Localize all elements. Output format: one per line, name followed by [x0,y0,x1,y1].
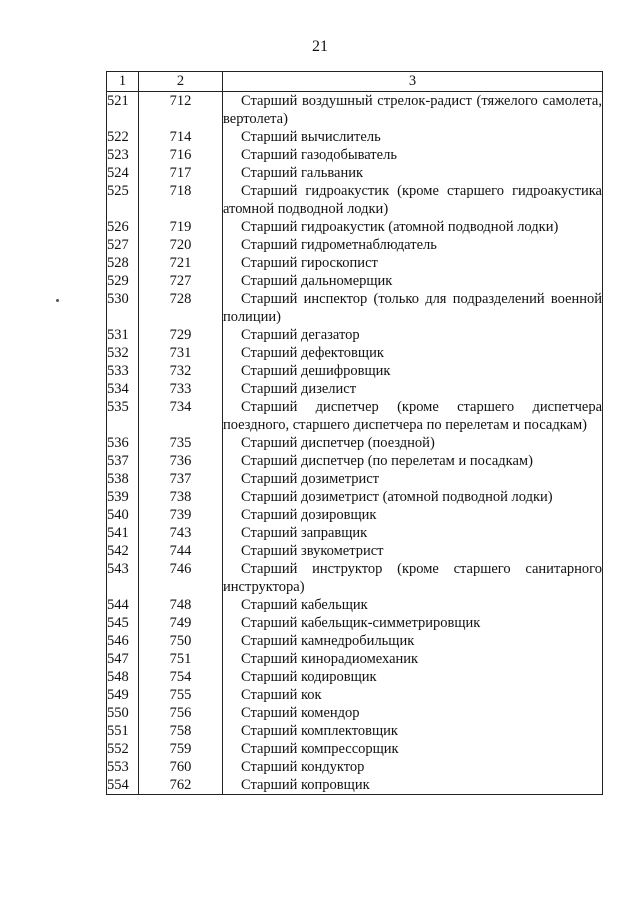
row-number: 539 [107,488,139,506]
row-title: Старший вычислитель [223,128,603,146]
row-code: 748 [139,596,223,614]
row-number: 541 [107,524,139,542]
row-title: Старший дозиметрист (атомной подводной лодки) [223,488,603,506]
row-number: 542 [107,542,139,560]
row-number: 536 [107,434,139,452]
row-number: 522 [107,128,139,146]
row-number: 533 [107,362,139,380]
row-number: 526 [107,218,139,236]
table-row [107,164,603,182]
table-row [107,452,603,470]
row-title: Старший гидроакустик (кроме старшего гидроакустика атомной подводной лодки) [223,183,602,217]
row-title: Старший кабельщик-симметрировщик [223,614,603,632]
row-title: Старший кинорадиомеханик [223,650,603,668]
row-code: 720 [139,236,223,254]
table-row [107,488,603,506]
positions-table [106,71,603,795]
row-code: 735 [139,434,223,452]
row-code: 728 [139,290,223,326]
row-code: 734 [139,398,223,434]
row-number: 545 [107,614,139,632]
row-code: 751 [139,650,223,668]
row-code: 731 [139,344,223,362]
row-title: Старший инспектор (только для подразделений военной полиции) [223,291,602,325]
row-title: Старший гироскопист [223,254,603,272]
table-row [107,380,603,398]
row-code: 718 [139,182,223,218]
row-title: Старший комендор [223,704,603,722]
row-number: 525 [107,182,139,218]
table-row [107,542,603,560]
row-title: Старший гидрометнаблюдатель [223,236,603,254]
table-row [107,128,603,146]
table-row [107,290,603,326]
row-number: 540 [107,506,139,524]
row-code: 759 [139,740,223,758]
row-number: 538 [107,470,139,488]
row-number: 529 [107,272,139,290]
row-code: 719 [139,218,223,236]
row-code: 714 [139,128,223,146]
row-number: 534 [107,380,139,398]
table-row [107,470,603,488]
table-row [107,668,603,686]
row-code: 727 [139,272,223,290]
table-row [107,398,603,434]
row-code: 739 [139,506,223,524]
row-code: 733 [139,380,223,398]
table-row [107,146,603,164]
row-number: 548 [107,668,139,686]
column-header-number: 1 [107,72,139,92]
table-row [107,524,603,542]
table-row [107,758,603,776]
row-code: 729 [139,326,223,344]
row-title: Старший кабельщик [223,596,603,614]
table-header [107,72,603,92]
table-row [107,776,603,795]
row-title: Старший гидроакустик (атомной подводной лодки) [223,218,603,236]
row-code: 737 [139,470,223,488]
table-row [107,596,603,614]
row-title: Старший гальваник [223,164,603,182]
row-number: 554 [107,776,139,795]
row-code: 736 [139,452,223,470]
table-row [107,254,603,272]
row-title: Старший воздушный стрелок-радист (тяжелого самолета, вертолета) [223,93,602,127]
row-title: Старший дешифровщик [223,362,603,380]
row-code: 712 [139,92,223,129]
table-row [107,182,603,218]
row-number: 547 [107,650,139,668]
row-code: 743 [139,524,223,542]
table-row [107,686,603,704]
column-header-code: 2 [139,72,223,92]
row-number: 543 [107,560,139,596]
row-title: Старший дегазатор [223,326,603,344]
table-body [107,92,603,795]
scan-speck [56,299,59,302]
table-row [107,722,603,740]
row-number: 527 [107,236,139,254]
row-title: Старший кондуктор [223,758,603,776]
table-row [107,614,603,632]
table-row [107,272,603,290]
row-title: Старший дизелист [223,380,603,398]
row-number: 528 [107,254,139,272]
page-number: 21 [312,38,328,55]
row-code: 749 [139,614,223,632]
row-title: Старший дальномерщик [223,272,603,290]
row-title: Старший дозировщик [223,506,603,524]
row-code: 716 [139,146,223,164]
row-number: 544 [107,596,139,614]
row-number: 552 [107,740,139,758]
row-title: Старший компрессорщик [223,740,603,758]
column-header-title: 3 [223,72,603,92]
table-row [107,92,603,129]
row-code: 738 [139,488,223,506]
row-code: 760 [139,758,223,776]
row-title: Старший заправщик [223,524,603,542]
table-row [107,326,603,344]
row-title: Старший диспетчер (по перелетам и посадкам) [223,452,603,470]
table-row [107,434,603,452]
table-row [107,344,603,362]
row-number: 532 [107,344,139,362]
table-row [107,362,603,380]
row-number: 535 [107,398,139,434]
row-code: 750 [139,632,223,650]
row-title: Старший кок [223,686,603,704]
row-number: 550 [107,704,139,722]
row-title: Старший дозиметрист [223,470,603,488]
row-title: Старший инструктор (кроме старшего санитарного инструктора) [223,561,602,595]
row-code: 746 [139,560,223,596]
row-title: Старший камнедробильщик [223,632,603,650]
row-number: 553 [107,758,139,776]
row-title: Старший диспетчер (кроме старшего диспетчера поездного, старшего диспетчера по перелетам и посадкам) [223,399,602,433]
row-code: 754 [139,668,223,686]
row-code: 756 [139,704,223,722]
row-number: 523 [107,146,139,164]
row-code: 721 [139,254,223,272]
row-title: Старший дефектовщик [223,344,603,362]
row-number: 524 [107,164,139,182]
row-number: 530 [107,290,139,326]
table-row [107,560,603,596]
table-row [107,650,603,668]
row-title: Старший кодировщик [223,668,603,686]
row-code: 762 [139,776,223,795]
row-number: 537 [107,452,139,470]
row-number: 531 [107,326,139,344]
row-code: 758 [139,722,223,740]
row-number: 546 [107,632,139,650]
row-title: Старший звукометрист [223,542,603,560]
row-title: Старший комплектовщик [223,722,603,740]
row-number: 551 [107,722,139,740]
table-row [107,218,603,236]
row-number: 549 [107,686,139,704]
row-number: 521 [107,92,139,129]
row-code: 732 [139,362,223,380]
row-title: Старший копровщик [223,776,603,795]
row-title: Старший диспетчер (поездной) [223,434,603,452]
header-row [107,72,603,92]
table-row [107,740,603,758]
row-code: 717 [139,164,223,182]
table-row [107,632,603,650]
row-title: Старший газодобыватель [223,146,603,164]
table-row [107,506,603,524]
row-code: 755 [139,686,223,704]
table-row [107,704,603,722]
row-code: 744 [139,542,223,560]
table-row [107,236,603,254]
